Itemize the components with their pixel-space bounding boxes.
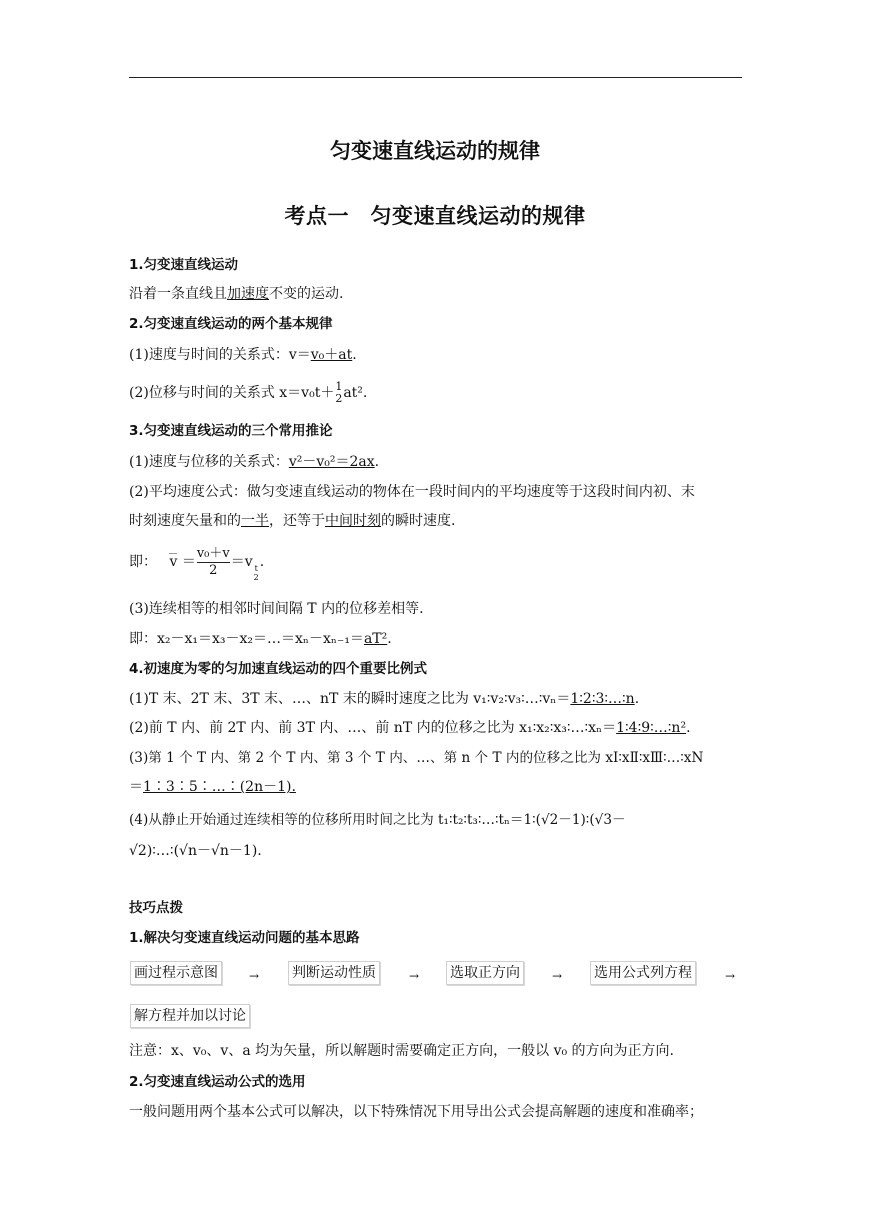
s4-ratio-3-line2: ＝1∶3∶5∶…∶(2n－1). [129, 779, 296, 795]
s3-p2-line1: (2)平均速度公式：做匀变速直线运动的物体在一段时间内的平均速度等于这段时间内初、末 [129, 484, 695, 500]
flow-step-4: 选用公式列方程 [590, 961, 696, 985]
s4-heading: 4.初速度为零的匀加速直线运动的四个重要比例式 [129, 661, 428, 677]
tips-last-line: 一般问题用两个基本公式可以解决，以下特殊情况下用导出公式会提高解题的速度和准确率； [129, 1104, 703, 1120]
s1-text: 沿着一条直线且加速度不变的运动. [129, 286, 344, 302]
arrow-right-icon: → [725, 969, 736, 983]
s3-p3-equation: 即：x₂－x₁＝x₃－x₂＝…＝xₙ－xₙ₋₁＝aT². [129, 631, 392, 647]
s4-ratio-1: (1)T 末、2T 末、3T 末、…、nT 末的瞬时速度之比为 v₁∶v₂∶v₃∶…∶vₙ＝1∶2∶3∶…∶n. [129, 691, 640, 707]
arrow-right-icon: → [552, 969, 563, 983]
s4-ratio-3-line1: (3)第 1 个 T 内、第 2 个 T 内、第 3 个 T 内、…、第 n 个 T 内的位移之比为 xⅠ∶xⅡ∶xⅢ∶…∶xN [129, 750, 704, 766]
section-title: 考点一 匀变速直线运动的规律 [284, 204, 586, 228]
arrow-right-icon: → [249, 969, 260, 983]
flow-step-3: 选取正方向 [446, 961, 524, 985]
s2-heading: 2.匀变速直线运动的两个基本规律 [129, 316, 333, 332]
average-velocity-symbol: v [169, 554, 178, 570]
flow-step-1: 画过程示意图 [130, 961, 222, 985]
tips-sub2: 2.匀变速直线运动公式的选用 [129, 1074, 306, 1090]
fraction-half: 1 2 [335, 380, 343, 405]
arrow-right-icon: → [409, 969, 420, 983]
s4-ratio-2: (2)前 T 内、前 2T 内、前 3T 内、…、前 nT 内的位移之比为 x₁∶x₂∶x₃∶…∶xₙ＝1∶4∶9∶…∶n². [129, 720, 691, 736]
tips-note: 注意：x、v₀、v、a 均为矢量，所以解题时需要确定正方向，一般以 v₀ 的方向为正方向. [129, 1043, 674, 1059]
s3-p2-line2: 时刻速度矢量和的一半，还等于中间时刻的瞬时速度. [129, 513, 456, 529]
s4-ratio-4-line2: √2)∶…∶(√n－√n－1). [129, 843, 262, 859]
flow-step-5: 解方程并加以讨论 [130, 1004, 250, 1028]
tips-heading: 技巧点拨 [129, 900, 183, 916]
flow-step-2: 判断运动性质 [288, 961, 380, 985]
s3-p1: (1)速度与位移的关系式：v²－v₀²＝2ax. [129, 454, 380, 470]
tips-sub1: 1.解决匀变速直线运动问题的基本思路 [129, 930, 360, 946]
header-rule [129, 77, 742, 78]
s4-ratio-4-line1: (4)从静止开始通过连续相等的位移所用时间之比为 t₁∶t₂∶t₃∶…∶tₙ＝1∶(√2－1)∶(√3－ [129, 812, 626, 828]
s1-heading: 1.匀变速直线运动 [129, 257, 239, 273]
s2-formula-2: (2)位移与时间的关系式 x＝v₀t＋ 1 2 at². [129, 380, 368, 405]
s3-heading: 3.匀变速直线运动的三个常用推论 [129, 423, 333, 439]
s3-average-velocity-equation: 即： v ＝ $\frac{\text{v₀＋v}}{2}$ ＝v t 2 . [129, 545, 265, 582]
document-title: 匀变速直线运动的规律 [330, 139, 540, 163]
s2-formula-1: (1)速度与时间的关系式：v＝v₀＋at. [129, 347, 357, 363]
s3-p3: (3)连续相等的相邻时间间隔 T 内的位移差相等. [129, 601, 424, 617]
